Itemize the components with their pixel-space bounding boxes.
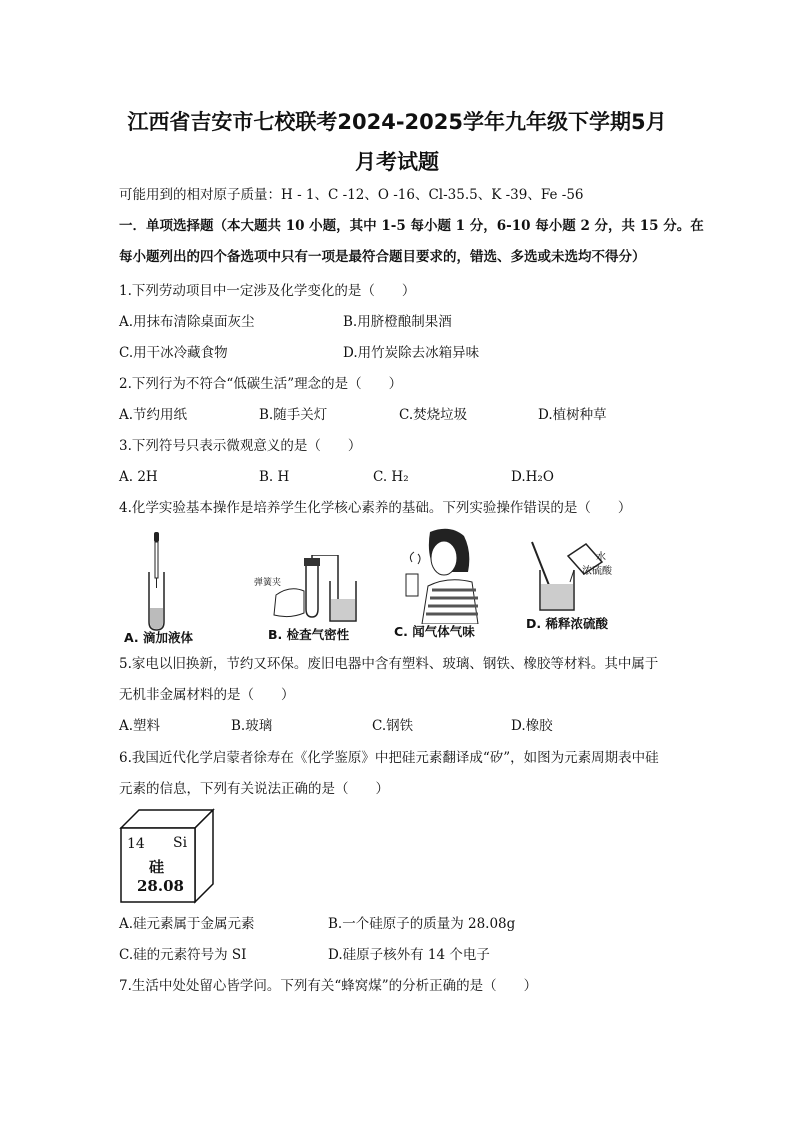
q6-option-b: B.一个硅原子的质量为 28.08g <box>328 916 516 932</box>
question-5-stem-line2: 无机非金属材料的是（ ） <box>119 687 295 703</box>
question-6-stem: 6.我国近代化学启蒙者徐寿在《化学鉴原》中把硅元素翻译成“矽”，如图为元素周期表中硅 <box>119 750 659 766</box>
caption-b: B. 检查气密性 <box>268 627 350 642</box>
question-5-stem: 5.家电以旧换新，节约又环保。废旧电器中含有塑料、玻璃、钢铁、橡胶等材料。其中属于 <box>119 656 659 672</box>
caption-c: C. 闻气体气味 <box>394 624 475 639</box>
element-symbol: Si <box>173 835 188 851</box>
q6-option-a: A.硅元素属于金属元素 <box>119 916 255 932</box>
question-3-stem: 3.下列符号只表示微观意义的是（ ） <box>119 438 362 454</box>
q1-option-c: C.用干冰冷藏食物 <box>119 345 228 361</box>
element-card-silicon <box>117 806 217 906</box>
label-spring-clip: 弹簧夹 <box>254 578 282 588</box>
question-4-stem: 4.化学实验基本操作是培养学生化学核心素养的基础。下列实验操作错误的是（ ） <box>119 500 632 516</box>
page-title: 江西省吉安市七校联考2024-2025学年九年级下学期5月 <box>127 110 667 134</box>
q5-option-d: D.橡胶 <box>511 718 553 734</box>
label-water: 水 <box>596 552 606 563</box>
q2-option-d: D.植树种草 <box>538 407 607 423</box>
section-heading-line2: 每小题列出的四个备选项中只有一项是最符合题目要求的，错选、多选或未选均不得分） <box>119 249 646 265</box>
person-smelling-icon <box>392 526 502 624</box>
q5-option-c: C.钢铁 <box>372 718 414 734</box>
caption-a: A. 滴加液体 <box>124 630 194 645</box>
q6-option-d: D.硅原子核外有 14 个电子 <box>328 947 490 963</box>
figure-diluting-acid <box>524 540 644 640</box>
page-title-line2: 月考试题 <box>355 150 439 174</box>
figure-smelling-gas <box>392 526 502 644</box>
q3-option-c: C. H₂ <box>373 469 409 485</box>
element-name: 硅 <box>149 858 165 876</box>
q3-option-a: A. 2H <box>119 469 158 485</box>
q1-option-d: D.用竹炭除去冰箱异味 <box>343 345 480 361</box>
section-heading: 一．单项选择题（本大题共 10 小题，其中 1-5 每小题 1 分，6-10 每小题 2 分，共 15 分。在 <box>119 218 704 234</box>
atomic-masses: 可能用到的相对原子质量：H - 1、C -12、O -16、Cl-35.5、K -39、Fe -56 <box>119 187 584 203</box>
atomic-number: 14 <box>127 836 145 852</box>
q5-option-a: A.塑料 <box>119 718 161 734</box>
figure-dropping-liquid <box>118 530 208 645</box>
q2-option-a: A.节约用纸 <box>119 407 188 423</box>
q5-option-b: B.玻璃 <box>231 718 273 734</box>
q6-option-c: C.硅的元素符号为 SI <box>119 947 247 963</box>
q2-option-c: C.焚烧垃圾 <box>399 407 468 423</box>
q2-option-b: B.随手关灯 <box>259 407 328 423</box>
question-7-stem: 7.生活中处处留心皆学问。下列有关“蜂窝煤”的分析正确的是（ ） <box>119 978 538 994</box>
q1-option-a: A.用抹布清除桌面灰尘 <box>119 314 255 330</box>
caption-d: D. 稀释浓硫酸 <box>526 616 608 631</box>
label-acid: 浓硫酸 <box>582 566 612 577</box>
q3-option-b: B. H <box>259 469 290 485</box>
question-2-stem: 2.下列行为不符合“低碳生活”理念的是（ ） <box>119 376 403 392</box>
test-tube-beaker-icon <box>246 555 376 627</box>
q3-option-d: D.H₂O <box>511 469 554 485</box>
question-6-stem-line2: 元素的信息，下列有关说法正确的是（ ） <box>119 781 389 797</box>
figure-airtightness-check <box>246 555 376 645</box>
atomic-mass: 28.08 <box>137 877 184 895</box>
question-1-stem: 1.下列劳动项目中一定涉及化学变化的是（ ） <box>119 283 416 299</box>
q1-option-b: B.用脐橙酿制果酒 <box>343 314 452 330</box>
